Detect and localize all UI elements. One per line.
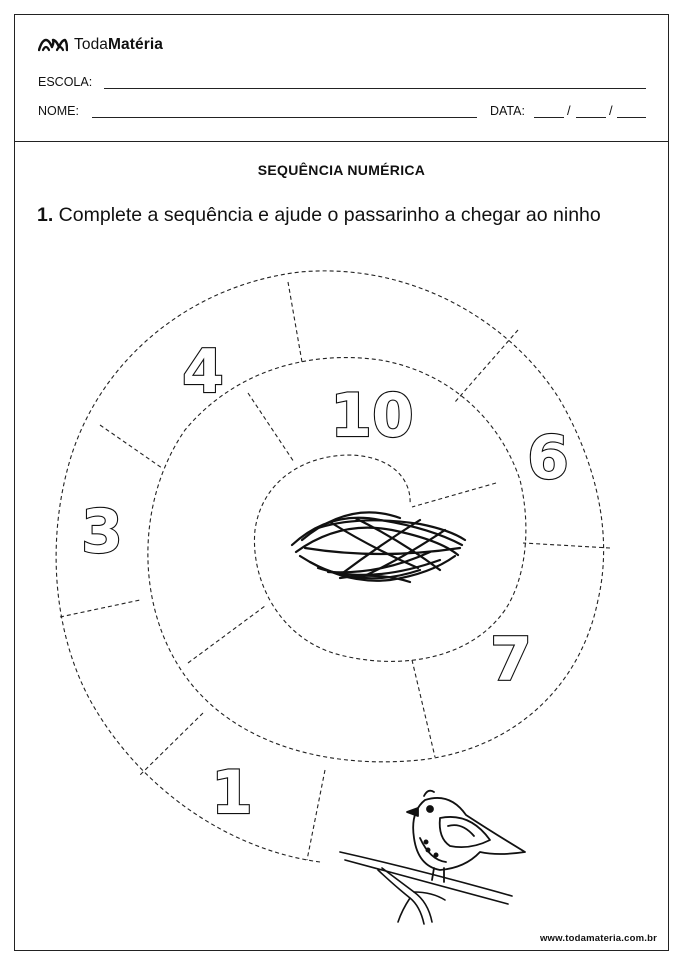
spiral-outer-path [56,271,604,862]
school-label: ESCOLA: [38,75,93,89]
worksheet-title: SEQUÊNCIA NUMÉRICA [257,162,426,178]
nest-icon [292,512,465,582]
spiral-number-10: 10 [330,381,414,451]
spiral-number-4: 4 [182,337,224,407]
question-text: Complete a sequência e ajude o passarinho a chegar ao ninho [53,204,601,226]
spiral-inner-path [254,455,505,661]
brand-name: TodaMatéria [74,36,163,53]
spiral-number-6: 6 [527,423,569,493]
name-label: NOME: [38,104,79,118]
bird-icon [407,791,525,882]
date-separator-1: / [567,103,571,118]
spiral-number-1: 1 [211,758,253,828]
spiral-number-3: 3 [81,497,123,567]
spiral-number-7: 7 [490,625,532,695]
question-number: 1. [37,204,54,226]
website-url: www.todamateria.com.br [539,933,657,944]
date-separator-2: / [609,103,613,118]
date-label: DATA: [490,104,525,118]
